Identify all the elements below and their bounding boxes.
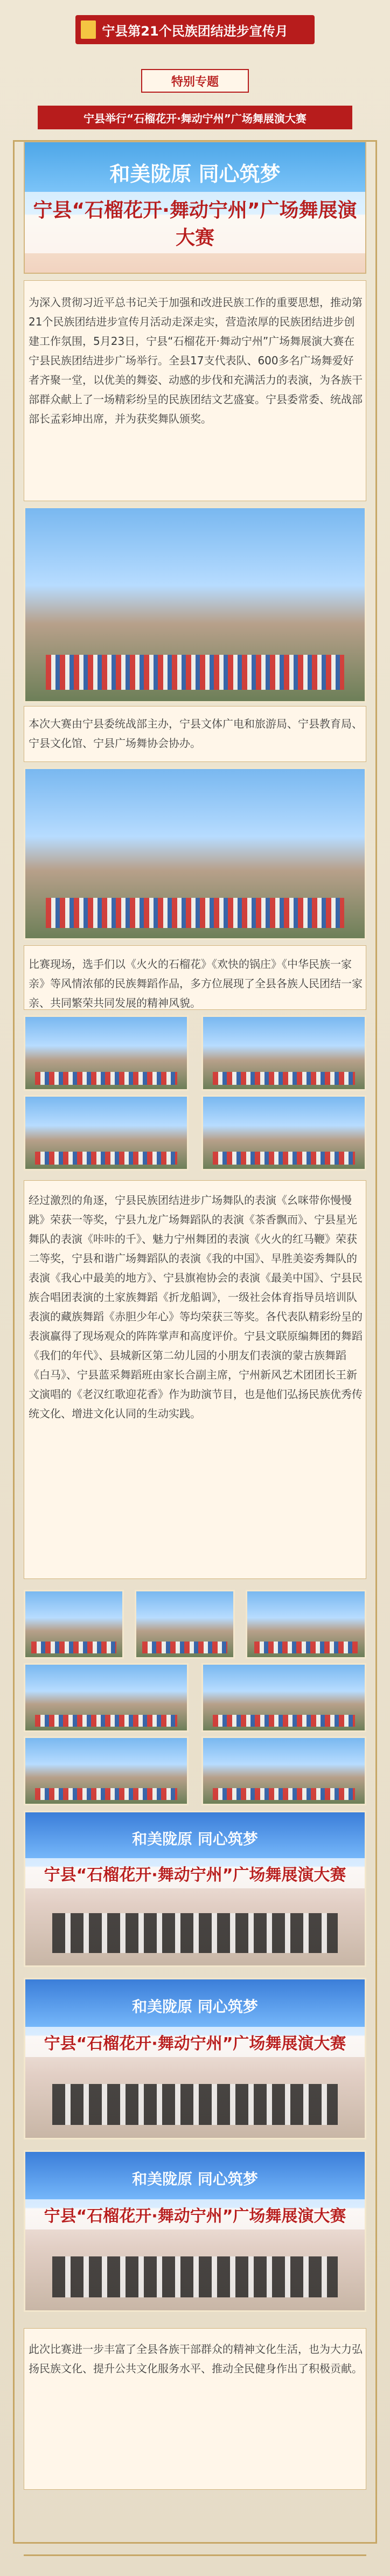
- photo-grid-1: [24, 1015, 189, 1091]
- flag-icon: [81, 20, 96, 39]
- paragraph-card-5: [24, 2328, 366, 2490]
- photo-tile-2: [135, 1590, 235, 1659]
- paragraph-card-3: [24, 945, 366, 1010]
- paragraph-2: 本次大赛由宁县委统战部主办，宁县文体广电和旅游局、宁县教育局、宁县文化馆、宁县广场舞协会协办。: [29, 717, 363, 750]
- photo-tile-4: [24, 1663, 189, 1732]
- credit-line: [28, 2517, 362, 2533]
- article-subtitle: 宁县举行“石榴花开·舞动宁州”广场舞展演大赛: [38, 106, 352, 129]
- photo-grid-2: [201, 1015, 366, 1091]
- award-photo-3: [24, 2150, 366, 2312]
- photo-tile-6: [24, 1736, 189, 1805]
- header-title-bar: [75, 15, 315, 44]
- paragraph-5: 此次比赛进一步丰富了全县各族干部群众的精神文化生活，也为大力弘扬民族文化、提升公共文化服务水平、推动全民健身作出了积极贡献。: [29, 2343, 363, 2375]
- awardees-row: [52, 2256, 337, 2297]
- dancers-group: [46, 898, 344, 929]
- stage-event-title: 宁县“石榴花开·舞动宁州”广场舞展演大赛: [25, 2027, 365, 2057]
- banner-slogan: 和美陇原 同心筑梦: [109, 162, 281, 186]
- photo-tile-3: [246, 1590, 366, 1659]
- photo-grid-4: [201, 1095, 366, 1171]
- paragraph-4: 经过激烈的角逐，宁县民族团结进步广场舞队的表演《幺咪带你慢慢跳》荣获一等奖，宁县九龙广场舞蹈队的表演《茶香飘而》、宁县星光舞队的表演《咔咔的千》、魅力宁州舞团的表演《火火的红马鞭》荣获二等奖，宁县和谐广场舞蹈队的表演《我的中国》、早胜美姿秀舞队的表演《我心中最美的地方》、宁县旗袍协会的表演《最美中国》、宁县民族合唱团表演的土家族舞蹈《折龙船调》，一级社会体育指导员培训队表演的藏族舞蹈《赤胆少年心》等均荣获三等奖。各代表队精彩纷呈的表演赢得了现场观众的阵阵掌声和高度评价。宁县文联原编舞团的舞蹈《我们的年代》、县城新区第二幼儿园的小朋友们表演的蒙古族舞蹈《白马》、宁县蓝采舞蹈班由家长合副主席，宁州新风艺术团团长王新文演唱的《老汉红歌迎花香》作为助演节目，也是他们弘扬民族优秀传统文化、增进文化认同的生动实践。: [29, 1194, 363, 1420]
- photo-tile-1: [24, 1590, 124, 1659]
- dancers-group: [46, 655, 344, 689]
- photo-tile-7: [201, 1736, 366, 1805]
- paragraph-card-1: [24, 280, 366, 501]
- footer-rule: [24, 2554, 366, 2556]
- credit-line: [28, 2501, 362, 2517]
- paragraph-1: 为深入贯彻习近平总书记关于加强和改进民族工作的重要思想，推动第21个民族团结进步宣传月活动走深走实，营造浓厚的民族团结进步创建工作氛围，5月23日，宁县“石榴花开·舞动宁州”广场舞展演大赛在宁县民族团结进步广场举行。全县17支代表队、600多名广场舞爱好者齐聚一堂，以优美的舞姿、动感的步伐和充满活力的表演，为各族干部群众献上了一场精彩纷呈的民族团结文艺盛宴。宁县委常委、统战部部长孟彩坤出席，并为获奖舞队颁奖。: [29, 296, 363, 425]
- award-photo-1: [24, 1811, 366, 1967]
- credit-line: [28, 2533, 362, 2549]
- banner-event-title: 宁县“石榴花开·舞动宁州”广场舞展演大赛: [25, 192, 365, 253]
- paragraph-card-2: [24, 706, 366, 762]
- stage-slogan: 和美陇原 同心筑梦: [132, 1830, 258, 1848]
- photo-wide-1: [24, 507, 366, 703]
- stage-slogan: 和美陇原 同心筑梦: [132, 1998, 258, 2016]
- special-topic-badge: 特别专题: [141, 69, 249, 93]
- event-banner: [24, 141, 366, 274]
- paragraph-card-4: [24, 1180, 366, 1579]
- awardees-row: [52, 2084, 337, 2125]
- paragraph-3: 比赛现场，选手们以《火火的石榴花》《欢快的锅庄》《中华民族一家亲》等风情浓郁的民族舞蹈作品，多方位展现了全县各族人民团结一家亲、共同繁荣共同发展的精神风貌。: [29, 958, 363, 1009]
- award-photo-2: [24, 1978, 366, 2139]
- photo-wide-2: [24, 767, 366, 940]
- credit-line: [28, 2549, 362, 2565]
- awardees-row: [52, 1913, 337, 1953]
- stage-event-title: 宁县“石榴花开·舞动宁州”广场舞展演大赛: [25, 2199, 365, 2229]
- photo-grid-3: [24, 1095, 189, 1171]
- stage-event-title: 宁县“石榴花开·舞动宁州”广场舞展演大赛: [25, 1858, 365, 1888]
- header-title: 宁县第21个民族团结进步宣传月: [102, 23, 288, 39]
- photo-tile-5: [201, 1663, 366, 1732]
- stage-slogan: 和美陇原 同心筑梦: [132, 2170, 258, 2189]
